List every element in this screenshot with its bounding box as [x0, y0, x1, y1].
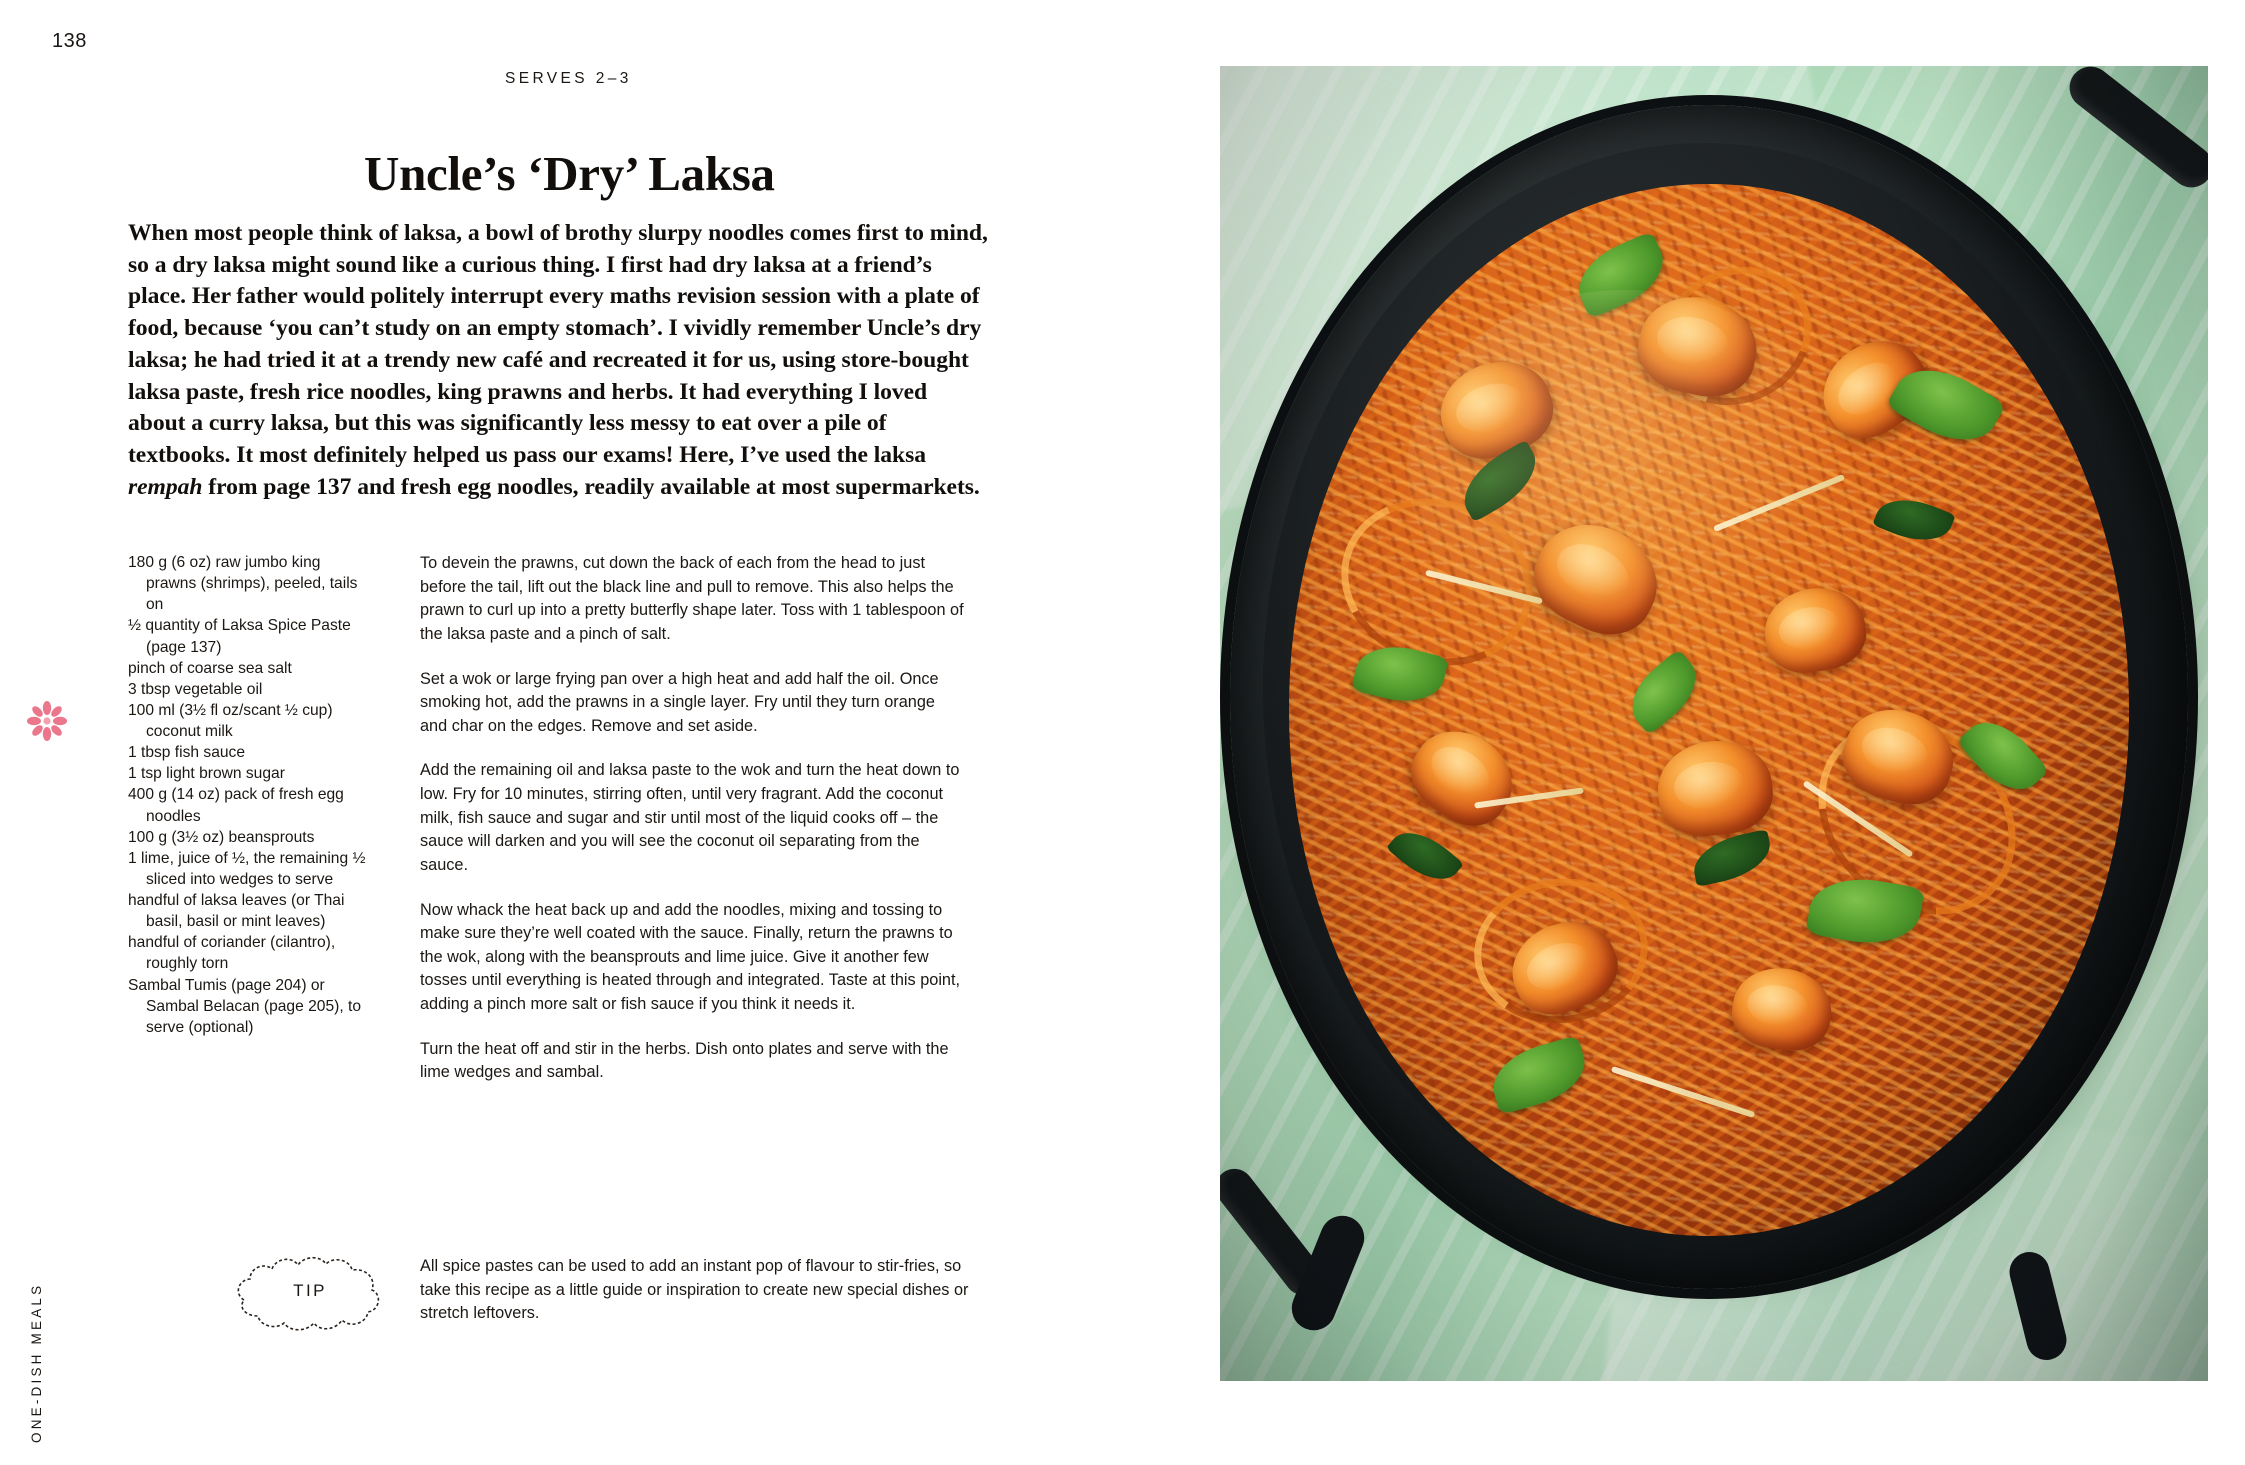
- list-item: 100 ml (3½ fl oz/scant ½ cup) coconut milk: [128, 701, 333, 740]
- tip-badge: [230, 1248, 390, 1334]
- intro-text-part-2: from page 137 and fresh egg noodles, readily available at most supermarkets.: [202, 473, 980, 500]
- list-item: 180 g (6 oz) raw jumbo king prawns (shrimps), peeled, tails on: [128, 554, 358, 614]
- serves-label: SERVES 2–3: [505, 70, 632, 87]
- ingredients-list: [128, 552, 368, 1038]
- tip-text: All spice pastes can be used to add an instant pop of flavour to stir-fries, so take this recipe as a little guide or inspiration to create new special dishes or stretch leftovers.: [420, 1257, 969, 1323]
- tip-label: TIP: [293, 1281, 327, 1300]
- list-item: 100 g (3½ oz) beansprouts: [128, 828, 315, 846]
- method-step: To devein the prawns, cut down the back of each from the head to just before the tail, lift out the black line and pull to remove. This also helps the prawn to curl up into a pretty butterfly shape later. Toss with 1 tablespoon of the laksa paste and a pinch of salt.: [420, 554, 964, 643]
- list-item: pinch of coarse sea salt: [128, 659, 292, 677]
- running-foot-chapter: ONE-DISH MEALS: [29, 1282, 44, 1443]
- list-item: 1 tsp light brown sugar: [128, 765, 285, 783]
- page-number: 138: [52, 30, 87, 52]
- method-step: Set a wok or large frying pan over a high heat and add half the oil. Once smoking hot, add the prawns in a single layer. Fry until they turn orange and char on the edges. Remove and set aside.: [420, 669, 939, 735]
- noodle-dish: [1289, 184, 2129, 1236]
- list-item: handful of coriander (cilantro), roughly torn: [128, 934, 336, 973]
- flower-ornament-icon: [26, 700, 68, 742]
- list-item: 1 tbsp fish sauce: [128, 744, 246, 762]
- list-item: 400 g (14 oz) pack of fresh egg noodles: [128, 786, 344, 825]
- intro-italic-term: rempah: [128, 473, 203, 500]
- recipe-introduction: [128, 218, 988, 503]
- method-step: Add the remaining oil and laksa paste to the wok and turn the heat down to low. Fry for 10 minutes, stirring often, until very fragrant. Add the coconut milk, fish sauce and sugar and stir until most of the liquid cooks off – the sauce will darken and you will see the coconut oil separating from the sauce.: [420, 761, 960, 874]
- list-item: handful of laksa leaves (or Thai basil, basil or mint leaves): [128, 892, 345, 931]
- recipe-photograph: [1220, 66, 2208, 1381]
- list-item: ½ quantity of Laksa Spice Paste (page 137): [128, 617, 351, 656]
- method-steps: [420, 552, 965, 1106]
- method-step: Turn the heat off and stir in the herbs. Dish onto plates and serve with the lime wedges and sambal.: [420, 1039, 949, 1082]
- list-item: 1 lime, juice of ½, the remaining ½ sliced into wedges to serve: [128, 849, 366, 888]
- page-title: Uncle’s ‘Dry’ Laksa: [364, 145, 775, 201]
- list-item: 3 tbsp vegetable oil: [128, 680, 263, 698]
- list-item: Sambal Tumis (page 204) or Sambal Belacan (page 205), to serve (optional): [128, 976, 361, 1036]
- intro-text-part-1: When most people think of laksa, a bowl of brothy slurpy noodles comes first to mind, so a dry laksa might sound like a curious thing. I first had dry laksa at a friend’s place. Her father would politely interrupt every maths revision session with a plate of food, because ‘you can’t study on an empty stomach’. I vividly remember Uncle’s dry laksa; he had tried it at a trendy new café and recreated it for us, using store-bought laksa paste, fresh rice noodles, king prawns and herbs. It had everything I loved about a curry laksa, but this was significantly less messy to eat over a pile of textbooks. It most definitely helped us pass our exams! Here, I’ve used the laksa: [128, 220, 988, 469]
- method-step: Now whack the heat back up and add the noodles, mixing and tossing to make sure they’re well coated with the sauce. Finally, return the prawns to the wok, along with the beansprouts and lime juice. Give it another few tosses until everything is heated through and integrated. Taste at this point, adding a pinch more salt or fish sauce if you think it needs it.: [420, 900, 961, 1013]
